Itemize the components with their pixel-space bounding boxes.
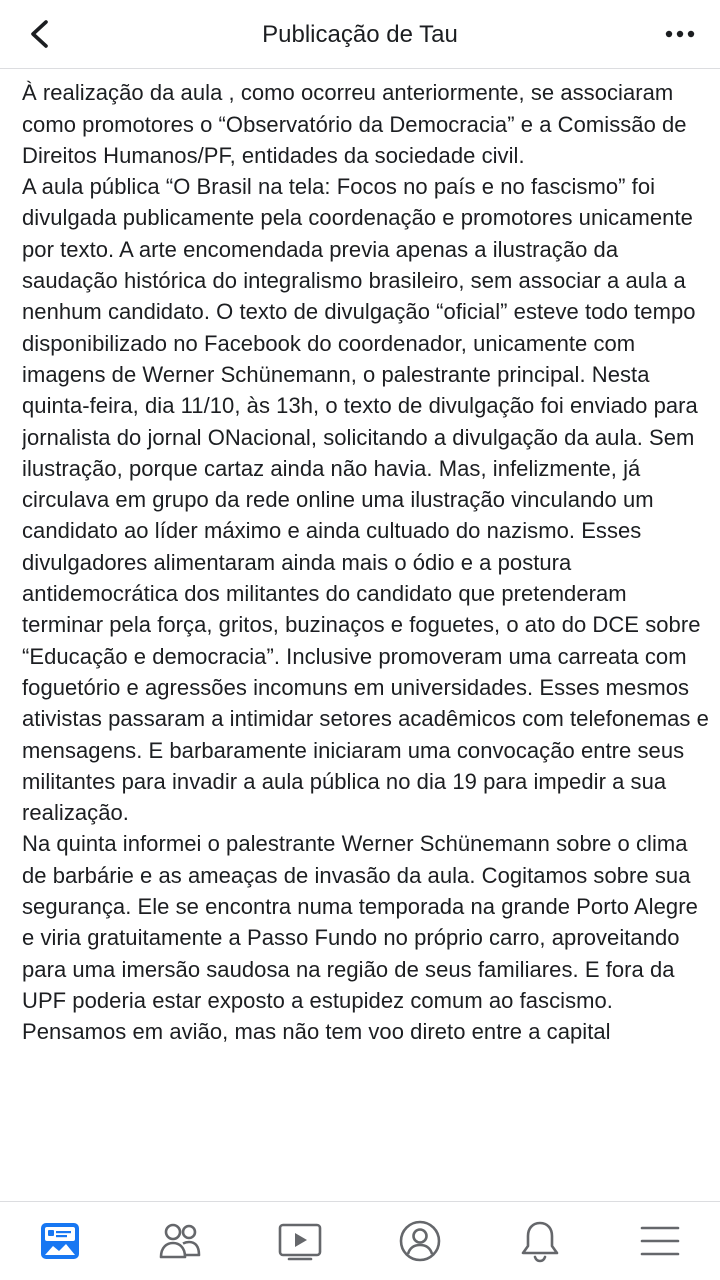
post-paragraph-2: A aula pública “O Brasil na tela: Focos no país e no fascismo” foi divulgada publicamente pela coordenação e promotores unicamente por texto. A arte encomendada previa apenas a ilustração da saudação histórica do integralismo brasileiro, sem associar a aula a nenhum candidato. O texto de divulgação “oficial” esteve todo tempo disponibilizado no Facebook do coordenador, unicamente com imagens de Werner Schünemann, o palestrante principal. Nesta quinta-feira, dia 11/10, às 13h, o texto de divulgação foi enviado para jornalista do jornal ONacional, solicitando a divulgação da aula. Sem ilustração, porque cartaz ainda não havia. Mas, infelizmente, já circulava em grupo da rede online uma ilustração vinculando um candidato ao líder máximo e ainda cultuado do nazismo. Esses divulgadores alimentaram ainda mais o ódio e a postura antidemocrática dos militantes do candidato que pretenderam terminar pela força, gritos, buzinaços e foguetes, o ato do DCE sobre “Educação e democracia”. Inclusive promoveram uma carreata com foguetório e agressões incomuns em universidades. Esses mesmos ativistas passaram a intimidar setores acadêmicos com telefonemas e mensagens. E barbaramente iniciaram uma convocação entre seus militantes para invadir a aula pública no dia 19 para impedir a sua realização. (22, 174, 709, 826)
post-paragraph-1: À realização da aula , como ocorreu anteriormente, se associaram como promotores o “Observatório da Democracia” e a Comissão de Direitos Humanos/PF, entidades da sociedade civil. (22, 80, 687, 168)
tab-profile[interactable] (390, 1211, 450, 1271)
tab-watch[interactable] (270, 1211, 330, 1271)
tab-menu[interactable] (630, 1211, 690, 1271)
post-paragraph-3: Na quinta informei o palestrante Werner Schünemann sobre o clima de barbárie e as ameaças de invasão da aula. Cogitamos sobre sua segurança. Ele se encontra numa temporada na grande Porto Alegre e viria gratuitamente a Passo Fundo no próprio carro, aproveitando para uma imersão saudosa na região de seus familiares. E fora da UPF poderia estar exposto a estupidez comum ao fascismo. Pensamos em avião, mas não tem voo direto entre a capital (22, 831, 698, 1045)
post-body[interactable] (22, 46, 712, 1202)
tab-friends[interactable] (150, 1211, 210, 1271)
profile-icon (398, 1219, 442, 1263)
news-feed-icon (39, 1220, 81, 1262)
notifications-bell-icon (519, 1219, 561, 1263)
top-bar (0, 0, 720, 69)
more-options-button[interactable] (658, 14, 702, 54)
tab-news-feed[interactable] (30, 1211, 90, 1271)
more-horizontal-icon (665, 30, 695, 38)
menu-icon (640, 1224, 680, 1258)
page-title: Publicação de Tau (262, 21, 458, 48)
friends-icon (158, 1220, 202, 1262)
watch-video-icon (277, 1220, 323, 1262)
tab-notifications[interactable] (510, 1211, 570, 1271)
bottom-navigation (0, 1201, 720, 1280)
